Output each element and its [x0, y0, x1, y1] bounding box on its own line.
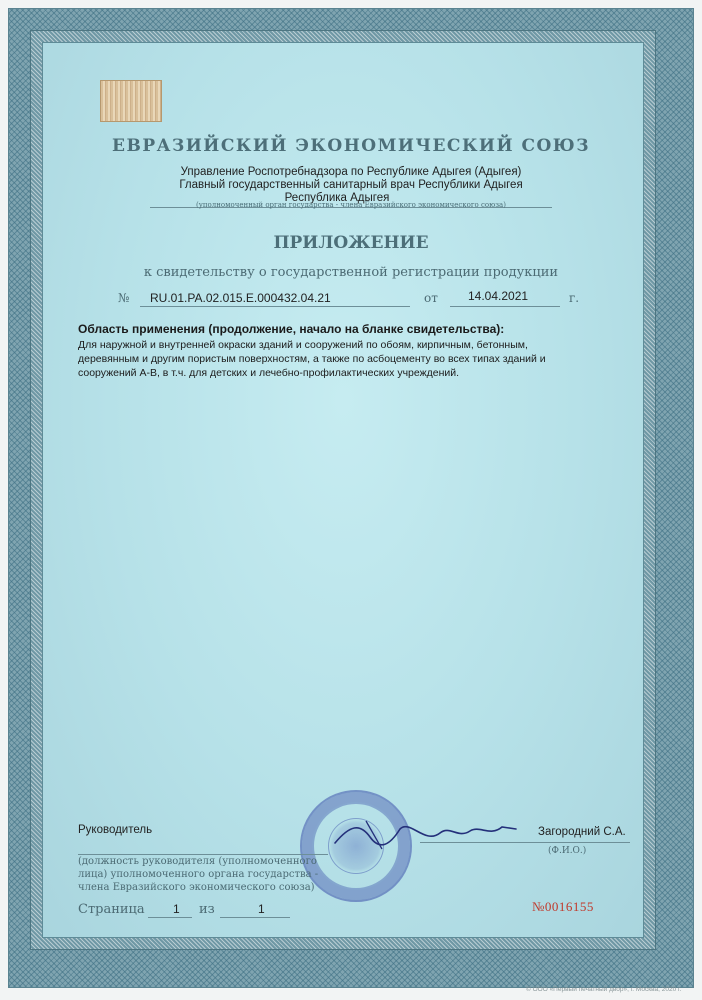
registration-year-suffix: г. [569, 291, 580, 305]
registration-date: 14.04.2021 [468, 289, 529, 303]
scope-line-2: деревянным и другим пористым поверхностям, а также по асбоцементу во всех типах зданий и [78, 353, 546, 365]
position-caption-1: (должность руководителя (уполномоченного [78, 856, 317, 867]
page-total: 1 [258, 902, 265, 916]
page-total-underline [220, 917, 290, 918]
scope-line-3: сооружений А-В, в т.ч. для детских и лечебно-профилактических учреждений. [78, 367, 460, 379]
scope-line-1: Для наружной и внутренней окраски зданий и сооружений по обоям, кирпичным, бетонным, [78, 339, 528, 351]
authority-caption: (уполномоченный орган государства - члена Евразийского экономического союза) [196, 201, 506, 209]
union-title: ЕВРАЗИЙСКИЙ ЭКОНОМИЧЕСКИЙ СОЮЗ [112, 136, 590, 156]
name-underline [420, 842, 630, 843]
registration-number: RU.01.РА.02.015.Е.000432.04.21 [150, 291, 331, 305]
scope-heading: Область применения (продолжение, начало на бланке свидетельства): [78, 322, 505, 336]
signatory-role: Руководитель [78, 824, 153, 836]
position-underline [78, 854, 328, 855]
authority-line-2: Главный государственный санитарный врач Республики Адыгея [179, 179, 523, 191]
registration-date-label: от [424, 291, 438, 305]
registration-number-underline [140, 306, 410, 307]
document-title: ПРИЛОЖЕНИЕ [273, 233, 429, 253]
authority-line-3: Республика Адыгея [284, 192, 390, 204]
page-current: 1 [173, 902, 180, 916]
document-subtitle: к свидетельству о государственной регистрации продукции [143, 265, 559, 280]
position-caption-3: члена Евразийского экономического союза) [78, 882, 315, 893]
page-label: Страница [78, 902, 145, 917]
registration-number-label: № [118, 291, 130, 305]
page-current-underline [148, 917, 192, 918]
position-caption-2: лица) уполномоченного органа государства - [78, 869, 319, 880]
handwritten-signature [330, 815, 520, 855]
serial-number: №0016155 [532, 899, 594, 914]
hologram-seal [100, 80, 162, 122]
authority-line-1: Управление Роспотребнадзора по Республике Адыгея (Адыгея) [180, 166, 522, 178]
name-caption: (Ф.И.О.) [548, 846, 587, 856]
registration-date-underline [450, 306, 560, 307]
signatory-name: Загородний С.А. [538, 826, 626, 838]
page-of-label: из [199, 902, 215, 917]
printer-note: © ООО «Первый печатный двор», г. Москва, 2020 г. [526, 986, 682, 993]
